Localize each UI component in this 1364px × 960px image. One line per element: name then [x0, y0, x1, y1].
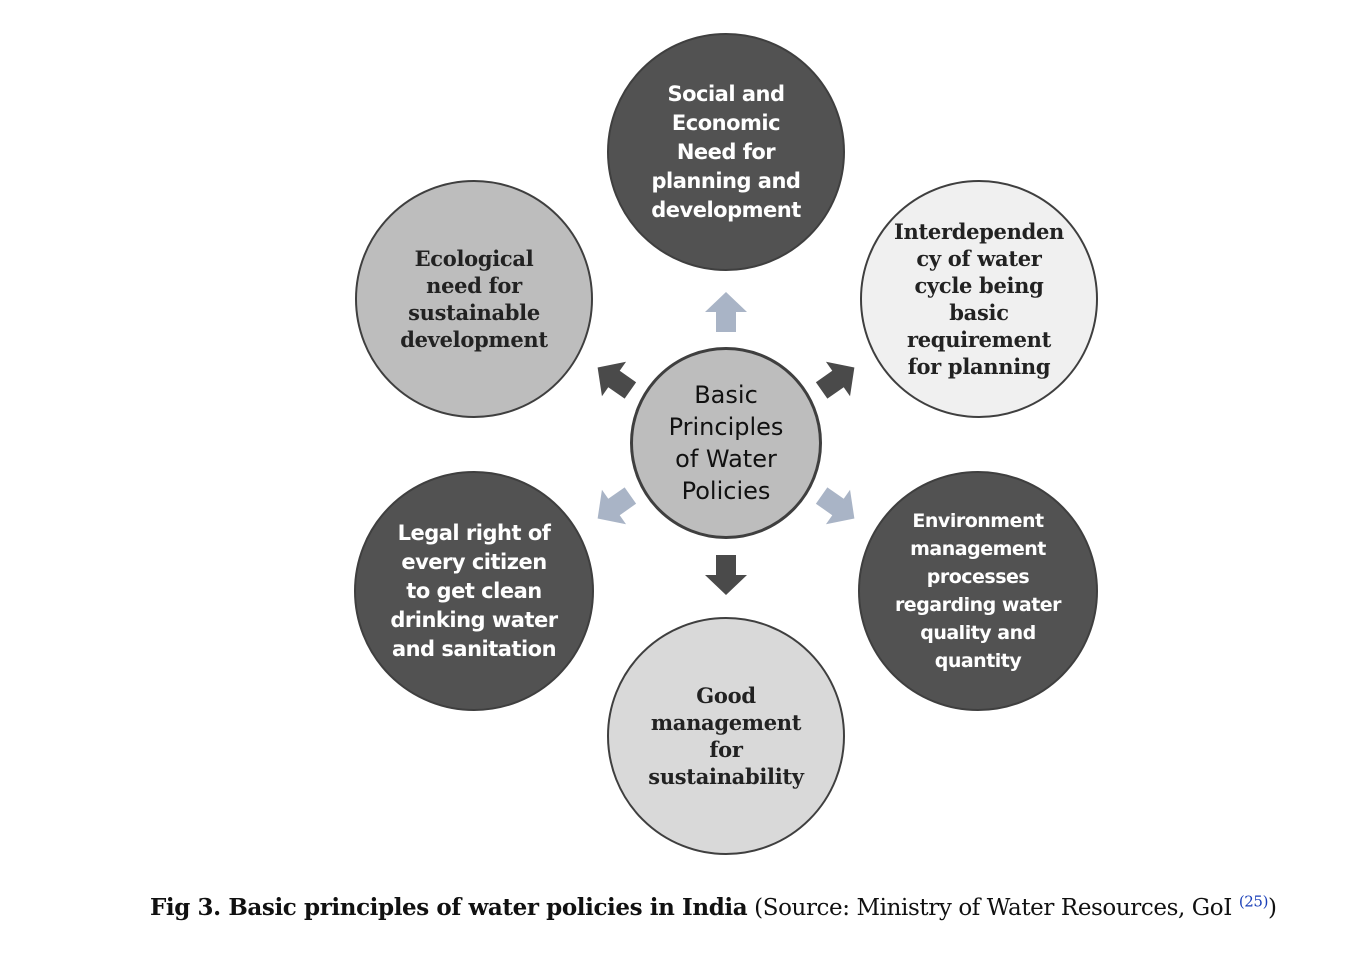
- node-social-economic-need: [607, 33, 845, 271]
- node-center-basic-principles: [630, 347, 822, 539]
- node-environment-management: [858, 471, 1098, 711]
- arrow-to-upper-left: [586, 350, 643, 407]
- node-environment-management-label: Environment management processes regarding water quality and quantity: [894, 510, 1062, 672]
- arrow-to-top-shape: [705, 292, 747, 332]
- node-interdependency-water-cycle-label: Interdependen cy of water cycle being basic requirement for planning: [894, 219, 1064, 379]
- node-legal-right: [354, 471, 594, 711]
- caption-source: (Source: Ministry of Water Resources, GoI: [747, 895, 1239, 921]
- arrow-to-lower-left: [586, 478, 643, 535]
- node-center-label: Basic Principles of Water Policies: [668, 381, 784, 505]
- caption-reference-link[interactable]: (25): [1238, 892, 1269, 911]
- arrow-to-lower-left-shape: [586, 478, 643, 535]
- node-interdependency-water-cycle: [860, 180, 1098, 418]
- caption-suffix: ): [1268, 895, 1277, 921]
- arrow-to-lower-right-shape: [810, 478, 867, 535]
- caption-title: Fig 3. Basic principles of water policies in India: [150, 894, 748, 921]
- node-social-economic-need-label: Social and Economic Need for planning and development: [651, 81, 801, 222]
- arrow-to-bottom-shape: [705, 555, 747, 595]
- arrow-to-upper-right: [810, 350, 867, 407]
- node-good-management: [607, 617, 845, 855]
- node-legal-right-label: Legal right of every citizen to get clean drinking water and sanitation: [390, 520, 558, 661]
- arrow-to-top: [705, 292, 747, 332]
- node-good-management-label: Good management for sustainability: [648, 683, 804, 789]
- node-ecological-need: [355, 180, 593, 418]
- figure-caption: [150, 894, 1330, 921]
- arrow-to-lower-right: [810, 478, 867, 535]
- arrow-to-upper-right-shape: [810, 350, 867, 407]
- node-ecological-need-label: Ecological need for sustainable development: [400, 246, 548, 352]
- arrow-to-upper-left-shape: [586, 350, 643, 407]
- arrow-to-bottom: [705, 555, 747, 595]
